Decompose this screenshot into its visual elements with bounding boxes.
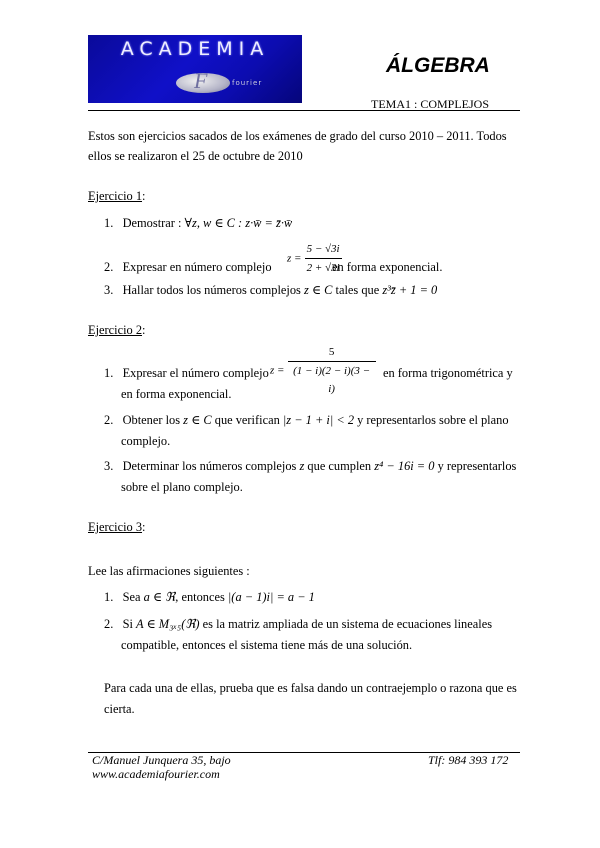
ej3-item-2-cont: compatible, entonces el sistema tiene más de una solución. bbox=[121, 638, 413, 652]
ej3-item-2: 2. Si A ∈ M₃ₓ₅(ℜ) es la matriz ampliada de un sistema de ecuaciones lineales bbox=[104, 617, 493, 631]
ej1-item-1-math: ∀z, w ∈ C : z·w̄ = z̄·w̄ bbox=[184, 216, 293, 230]
subject-title: ÁLGEBRA bbox=[386, 54, 490, 77]
ej3-item-1: 1. Sea a ∈ ℜ, entonces |(a − 1)i| = a − 1 bbox=[104, 590, 315, 604]
ej2-item-1-cont: en forma exponencial. bbox=[121, 387, 232, 401]
ej2-item-2-cont: complejo. bbox=[121, 434, 171, 448]
logo-oval-letter: F bbox=[194, 68, 208, 93]
academia-logo bbox=[88, 35, 302, 103]
ej3-closing-2: cierta. bbox=[104, 702, 135, 716]
footer-web: www.academiafourier.com bbox=[92, 767, 220, 781]
ej1-item-2-math: z = $\frac{5 - √3i}{2 + √3i}$ bbox=[287, 240, 342, 277]
intro-line-1: Estos son ejercicios sacados de los exámenes de grado del curso 2010 – 2011. Todos bbox=[88, 129, 507, 143]
footer-phone: Tlf: 984 393 172 bbox=[428, 753, 509, 767]
ej2-item-3-cont: sobre el plano complejo. bbox=[121, 480, 243, 494]
ej2-item-1-math: z = $\frac{5}{(1 - i)(2 - i)(3 - i)}$ bbox=[270, 343, 376, 398]
ej2-item-1-tail: en forma trigonométrica y bbox=[383, 366, 513, 380]
logo-title: ACADEMIA bbox=[120, 38, 270, 60]
ej3-closing-1: Para cada una de ellas, prueba que es falsa dando un contraejemplo o razona que es bbox=[104, 681, 517, 695]
ej3-lead: Lee las afirmaciones siguientes : bbox=[88, 564, 250, 578]
tema-label: TEMA1 : COMPLEJOS bbox=[371, 97, 490, 111]
ej2-item-2: 2. Obtener los z ∈ C que verifican |z − 1 + i| < 2 y representarlos sobre el plano bbox=[104, 413, 509, 427]
ej3-heading: Ejercicio 3: bbox=[88, 520, 146, 534]
ej2-item-1: 1. Expresar el número complejo bbox=[104, 366, 269, 380]
ej2-item-3: 3. Determinar los números complejos z que cumplen z⁴ − 16i = 0 y representarlos bbox=[104, 459, 517, 473]
ej1-item-1: 1. Demostrar : ∀z, w ∈ C : z·w̄ = z̄·w̄ bbox=[104, 216, 293, 230]
ej1-heading: Ejercicio 1: bbox=[88, 189, 146, 203]
footer-address: C/Manuel Junquera 35, bajo bbox=[92, 753, 231, 767]
header-divider bbox=[88, 110, 520, 111]
ej1-item-2: 2. Expresar en número complejo bbox=[104, 260, 272, 274]
intro-line-2: ellos se realizaron el 25 de octubre de 2010 bbox=[88, 149, 303, 163]
ej1-item-3: 3. Hallar todos los números complejos z ∈ C tales que z³z̄ + 1 = 0 bbox=[104, 283, 438, 297]
logo-subtitle: fourier bbox=[232, 79, 263, 87]
ej2-heading: Ejercicio 2: bbox=[88, 323, 146, 337]
ej1-item-2-tail: en forma exponencial. bbox=[332, 260, 443, 274]
